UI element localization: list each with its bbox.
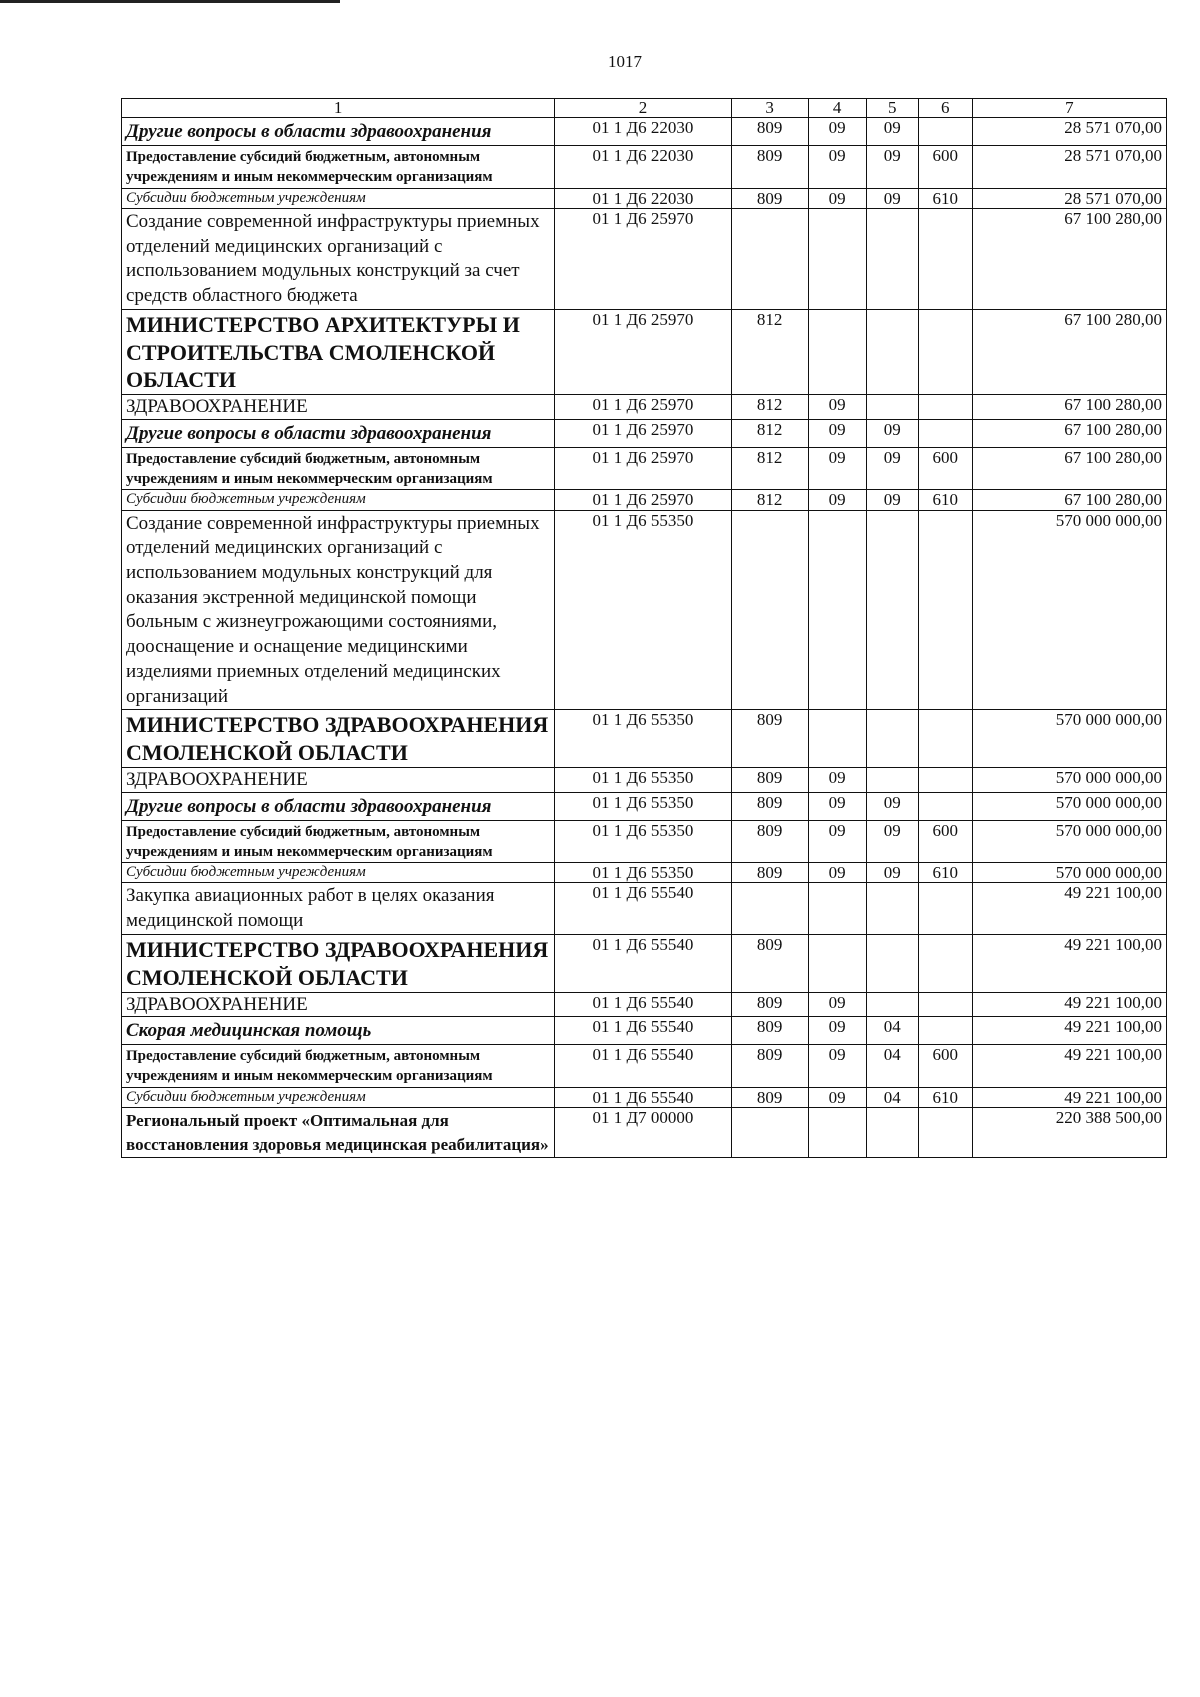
section-cell: 09 bbox=[808, 992, 866, 1017]
section-cell: 09 bbox=[808, 420, 866, 448]
target-code-cell: 01 1 Д6 25970 bbox=[555, 395, 732, 420]
section-cell: 09 bbox=[808, 1045, 866, 1088]
subsection-cell bbox=[866, 309, 918, 395]
ministry-code-cell: 809 bbox=[731, 820, 808, 863]
table-row bbox=[122, 447, 1167, 490]
ministry-code-cell: 809 bbox=[731, 934, 808, 992]
subsection-cell: 09 bbox=[866, 820, 918, 863]
budget-table bbox=[121, 98, 1167, 1158]
ministry-code-cell: 812 bbox=[731, 395, 808, 420]
amount-cell: 220 388 500,00 bbox=[972, 1107, 1166, 1157]
row-name-cell: Субсидии бюджетным учреждениям bbox=[122, 863, 555, 883]
expense-type-cell bbox=[918, 934, 972, 992]
subsection-cell: 09 bbox=[866, 188, 918, 208]
section-cell: 09 bbox=[808, 1087, 866, 1107]
expense-type-cell bbox=[918, 1107, 972, 1157]
expense-type-cell: 600 bbox=[918, 820, 972, 863]
section-cell: 09 bbox=[808, 1017, 866, 1045]
target-code-cell: 01 1 Д7 00000 bbox=[555, 1107, 732, 1157]
amount-cell: 570 000 000,00 bbox=[972, 820, 1166, 863]
amount-cell: 67 100 280,00 bbox=[972, 208, 1166, 309]
ministry-code-cell: 809 bbox=[731, 710, 808, 768]
subsection-cell bbox=[866, 208, 918, 309]
expense-type-cell: 600 bbox=[918, 447, 972, 490]
row-name-cell: Закупка авиационных работ в целях оказания медицинской помощи bbox=[122, 883, 555, 934]
column-header: 4 bbox=[808, 99, 866, 118]
column-header: 1 bbox=[122, 99, 555, 118]
subsection-cell: 09 bbox=[866, 118, 918, 146]
row-name-cell: Предоставление субсидий бюджетным, автономным учреждениям и иным некоммерческим организациям bbox=[122, 146, 555, 189]
section-cell: 09 bbox=[808, 863, 866, 883]
row-name-cell: Предоставление субсидий бюджетным, автономным учреждениям и иным некоммерческим организациям bbox=[122, 447, 555, 490]
target-code-cell: 01 1 Д6 55540 bbox=[555, 992, 732, 1017]
section-cell: 09 bbox=[808, 395, 866, 420]
subsection-cell: 09 bbox=[866, 863, 918, 883]
target-code-cell: 01 1 Д6 55350 bbox=[555, 792, 732, 820]
amount-cell: 67 100 280,00 bbox=[972, 395, 1166, 420]
amount-cell: 67 100 280,00 bbox=[972, 490, 1166, 510]
table-row bbox=[122, 146, 1167, 189]
column-header: 5 bbox=[866, 99, 918, 118]
table-row bbox=[122, 710, 1167, 768]
amount-cell: 49 221 100,00 bbox=[972, 1045, 1166, 1088]
table-header-row bbox=[122, 99, 1167, 118]
section-cell: 09 bbox=[808, 447, 866, 490]
section-cell: 09 bbox=[808, 118, 866, 146]
table-row bbox=[122, 992, 1167, 1017]
ministry-code-cell bbox=[731, 883, 808, 934]
expense-type-cell: 600 bbox=[918, 1045, 972, 1088]
target-code-cell: 01 1 Д6 25970 bbox=[555, 420, 732, 448]
expense-type-cell bbox=[918, 118, 972, 146]
subsection-cell bbox=[866, 710, 918, 768]
table-row bbox=[122, 883, 1167, 934]
expense-type-cell bbox=[918, 883, 972, 934]
subsection-cell: 09 bbox=[866, 146, 918, 189]
column-header: 6 bbox=[918, 99, 972, 118]
row-name-cell: МИНИСТЕРСТВО ЗДРАВООХРАНЕНИЯ СМОЛЕНСКОЙ ОБЛАСТИ bbox=[122, 934, 555, 992]
column-header: 2 bbox=[555, 99, 732, 118]
amount-cell: 28 571 070,00 bbox=[972, 118, 1166, 146]
row-name-cell: Предоставление субсидий бюджетным, автономным учреждениям и иным некоммерческим организациям bbox=[122, 1045, 555, 1088]
target-code-cell: 01 1 Д6 55540 bbox=[555, 883, 732, 934]
section-cell: 09 bbox=[808, 188, 866, 208]
target-code-cell: 01 1 Д6 55540 bbox=[555, 934, 732, 992]
section-cell bbox=[808, 883, 866, 934]
table-row bbox=[122, 1107, 1167, 1157]
row-name-cell: Скорая медицинская помощь bbox=[122, 1017, 555, 1045]
ministry-code-cell: 809 bbox=[731, 768, 808, 793]
amount-cell: 49 221 100,00 bbox=[972, 934, 1166, 992]
section-cell: 09 bbox=[808, 768, 866, 793]
target-code-cell: 01 1 Д6 55350 bbox=[555, 510, 732, 710]
table-row bbox=[122, 820, 1167, 863]
amount-cell: 570 000 000,00 bbox=[972, 510, 1166, 710]
subsection-cell bbox=[866, 510, 918, 710]
target-code-cell: 01 1 Д6 25970 bbox=[555, 208, 732, 309]
target-code-cell: 01 1 Д6 55350 bbox=[555, 710, 732, 768]
ministry-code-cell bbox=[731, 208, 808, 309]
expense-type-cell: 610 bbox=[918, 188, 972, 208]
subsection-cell: 04 bbox=[866, 1017, 918, 1045]
amount-cell: 67 100 280,00 bbox=[972, 420, 1166, 448]
subsection-cell bbox=[866, 768, 918, 793]
subsection-cell: 09 bbox=[866, 420, 918, 448]
subsection-cell bbox=[866, 934, 918, 992]
ministry-code-cell: 812 bbox=[731, 420, 808, 448]
ministry-code-cell bbox=[731, 1107, 808, 1157]
expense-type-cell: 600 bbox=[918, 146, 972, 189]
expense-type-cell bbox=[918, 792, 972, 820]
expense-type-cell bbox=[918, 510, 972, 710]
table-row bbox=[122, 510, 1167, 710]
ministry-code-cell: 809 bbox=[731, 863, 808, 883]
ministry-code-cell: 809 bbox=[731, 118, 808, 146]
row-name-cell: Другие вопросы в области здравоохранения bbox=[122, 118, 555, 146]
amount-cell: 67 100 280,00 bbox=[972, 447, 1166, 490]
amount-cell: 67 100 280,00 bbox=[972, 309, 1166, 395]
section-cell: 09 bbox=[808, 792, 866, 820]
row-name-cell: Другие вопросы в области здравоохранения bbox=[122, 792, 555, 820]
expense-type-cell bbox=[918, 1017, 972, 1045]
amount-cell: 28 571 070,00 bbox=[972, 188, 1166, 208]
target-code-cell: 01 1 Д6 55540 bbox=[555, 1087, 732, 1107]
expense-type-cell: 610 bbox=[918, 490, 972, 510]
target-code-cell: 01 1 Д6 55350 bbox=[555, 863, 732, 883]
table-row bbox=[122, 208, 1167, 309]
table-row bbox=[122, 934, 1167, 992]
row-name-cell: Субсидии бюджетным учреждениям bbox=[122, 1087, 555, 1107]
ministry-code-cell: 812 bbox=[731, 490, 808, 510]
amount-cell: 570 000 000,00 bbox=[972, 863, 1166, 883]
row-name-cell: Создание современной инфраструктуры приемных отделений медицинских организаций с использованием модульных конструкций для оказания экстренной медицинской помощи больным с жизнеугрожающими состояниями, дооснащение и оснащение медицинскими изделиями приемных отделений медицинских организаций bbox=[122, 510, 555, 710]
target-code-cell: 01 1 Д6 22030 bbox=[555, 188, 732, 208]
ministry-code-cell: 812 bbox=[731, 309, 808, 395]
row-name-cell: ЗДРАВООХРАНЕНИЕ bbox=[122, 768, 555, 793]
table-row bbox=[122, 490, 1167, 510]
amount-cell: 570 000 000,00 bbox=[972, 792, 1166, 820]
amount-cell: 570 000 000,00 bbox=[972, 768, 1166, 793]
ministry-code-cell: 809 bbox=[731, 146, 808, 189]
table-row bbox=[122, 118, 1167, 146]
table-row bbox=[122, 309, 1167, 395]
row-name-cell: ЗДРАВООХРАНЕНИЕ bbox=[122, 992, 555, 1017]
ministry-code-cell: 809 bbox=[731, 1017, 808, 1045]
section-cell bbox=[808, 510, 866, 710]
section-cell bbox=[808, 934, 866, 992]
expense-type-cell bbox=[918, 768, 972, 793]
scan-edge-line bbox=[0, 0, 340, 3]
table-body bbox=[122, 99, 1167, 1158]
target-code-cell: 01 1 Д6 25970 bbox=[555, 309, 732, 395]
ministry-code-cell bbox=[731, 510, 808, 710]
table-row bbox=[122, 1017, 1167, 1045]
section-cell bbox=[808, 1107, 866, 1157]
subsection-cell: 04 bbox=[866, 1045, 918, 1088]
ministry-code-cell: 809 bbox=[731, 1045, 808, 1088]
target-code-cell: 01 1 Д6 22030 bbox=[555, 118, 732, 146]
amount-cell: 49 221 100,00 bbox=[972, 992, 1166, 1017]
ministry-code-cell: 809 bbox=[731, 992, 808, 1017]
expense-type-cell bbox=[918, 309, 972, 395]
section-cell: 09 bbox=[808, 820, 866, 863]
table-row bbox=[122, 792, 1167, 820]
table-row bbox=[122, 863, 1167, 883]
section-cell bbox=[808, 208, 866, 309]
table-row bbox=[122, 1045, 1167, 1088]
row-name-cell: Создание современной инфраструктуры приемных отделений медицинских организаций с использованием модульных конструкций за счет средств областного бюджета bbox=[122, 208, 555, 309]
subsection-cell bbox=[866, 883, 918, 934]
row-name-cell: ЗДРАВООХРАНЕНИЕ bbox=[122, 395, 555, 420]
row-name-cell: МИНИСТЕРСТВО АРХИТЕКТУРЫ И СТРОИТЕЛЬСТВА СМОЛЕНСКОЙ ОБЛАСТИ bbox=[122, 309, 555, 395]
expense-type-cell bbox=[918, 420, 972, 448]
amount-cell: 49 221 100,00 bbox=[972, 883, 1166, 934]
subsection-cell: 09 bbox=[866, 490, 918, 510]
row-name-cell: Региональный проект «Оптимальная для восстановления здоровья медицинская реабилитация» bbox=[122, 1107, 555, 1157]
column-header: 7 bbox=[972, 99, 1166, 118]
expense-type-cell: 610 bbox=[918, 1087, 972, 1107]
expense-type-cell bbox=[918, 710, 972, 768]
subsection-cell: 04 bbox=[866, 1087, 918, 1107]
subsection-cell: 09 bbox=[866, 447, 918, 490]
ministry-code-cell: 809 bbox=[731, 792, 808, 820]
table-row bbox=[122, 420, 1167, 448]
table-row bbox=[122, 395, 1167, 420]
expense-type-cell bbox=[918, 395, 972, 420]
row-name-cell: Другие вопросы в области здравоохранения bbox=[122, 420, 555, 448]
table-row bbox=[122, 1087, 1167, 1107]
subsection-cell bbox=[866, 395, 918, 420]
target-code-cell: 01 1 Д6 55350 bbox=[555, 768, 732, 793]
target-code-cell: 01 1 Д6 22030 bbox=[555, 146, 732, 189]
target-code-cell: 01 1 Д6 55350 bbox=[555, 820, 732, 863]
amount-cell: 570 000 000,00 bbox=[972, 710, 1166, 768]
expense-type-cell: 610 bbox=[918, 863, 972, 883]
ministry-code-cell: 812 bbox=[731, 447, 808, 490]
table-row bbox=[122, 188, 1167, 208]
row-name-cell: Субсидии бюджетным учреждениям bbox=[122, 490, 555, 510]
target-code-cell: 01 1 Д6 55540 bbox=[555, 1017, 732, 1045]
column-header: 3 bbox=[731, 99, 808, 118]
amount-cell: 28 571 070,00 bbox=[972, 146, 1166, 189]
expense-type-cell bbox=[918, 208, 972, 309]
section-cell: 09 bbox=[808, 146, 866, 189]
amount-cell: 49 221 100,00 bbox=[972, 1087, 1166, 1107]
row-name-cell: Предоставление субсидий бюджетным, автономным учреждениям и иным некоммерческим организациям bbox=[122, 820, 555, 863]
section-cell bbox=[808, 710, 866, 768]
table-row bbox=[122, 768, 1167, 793]
section-cell: 09 bbox=[808, 490, 866, 510]
amount-cell: 49 221 100,00 bbox=[972, 1017, 1166, 1045]
row-name-cell: МИНИСТЕРСТВО ЗДРАВООХРАНЕНИЯ СМОЛЕНСКОЙ ОБЛАСТИ bbox=[122, 710, 555, 768]
page-number: 1017 bbox=[608, 52, 642, 71]
ministry-code-cell: 809 bbox=[731, 188, 808, 208]
ministry-code-cell: 809 bbox=[731, 1087, 808, 1107]
row-name-cell: Субсидии бюджетным учреждениям bbox=[122, 188, 555, 208]
target-code-cell: 01 1 Д6 55540 bbox=[555, 1045, 732, 1088]
expense-type-cell bbox=[918, 992, 972, 1017]
subsection-cell bbox=[866, 992, 918, 1017]
subsection-cell: 09 bbox=[866, 792, 918, 820]
target-code-cell: 01 1 Д6 25970 bbox=[555, 490, 732, 510]
target-code-cell: 01 1 Д6 25970 bbox=[555, 447, 732, 490]
subsection-cell bbox=[866, 1107, 918, 1157]
section-cell bbox=[808, 309, 866, 395]
